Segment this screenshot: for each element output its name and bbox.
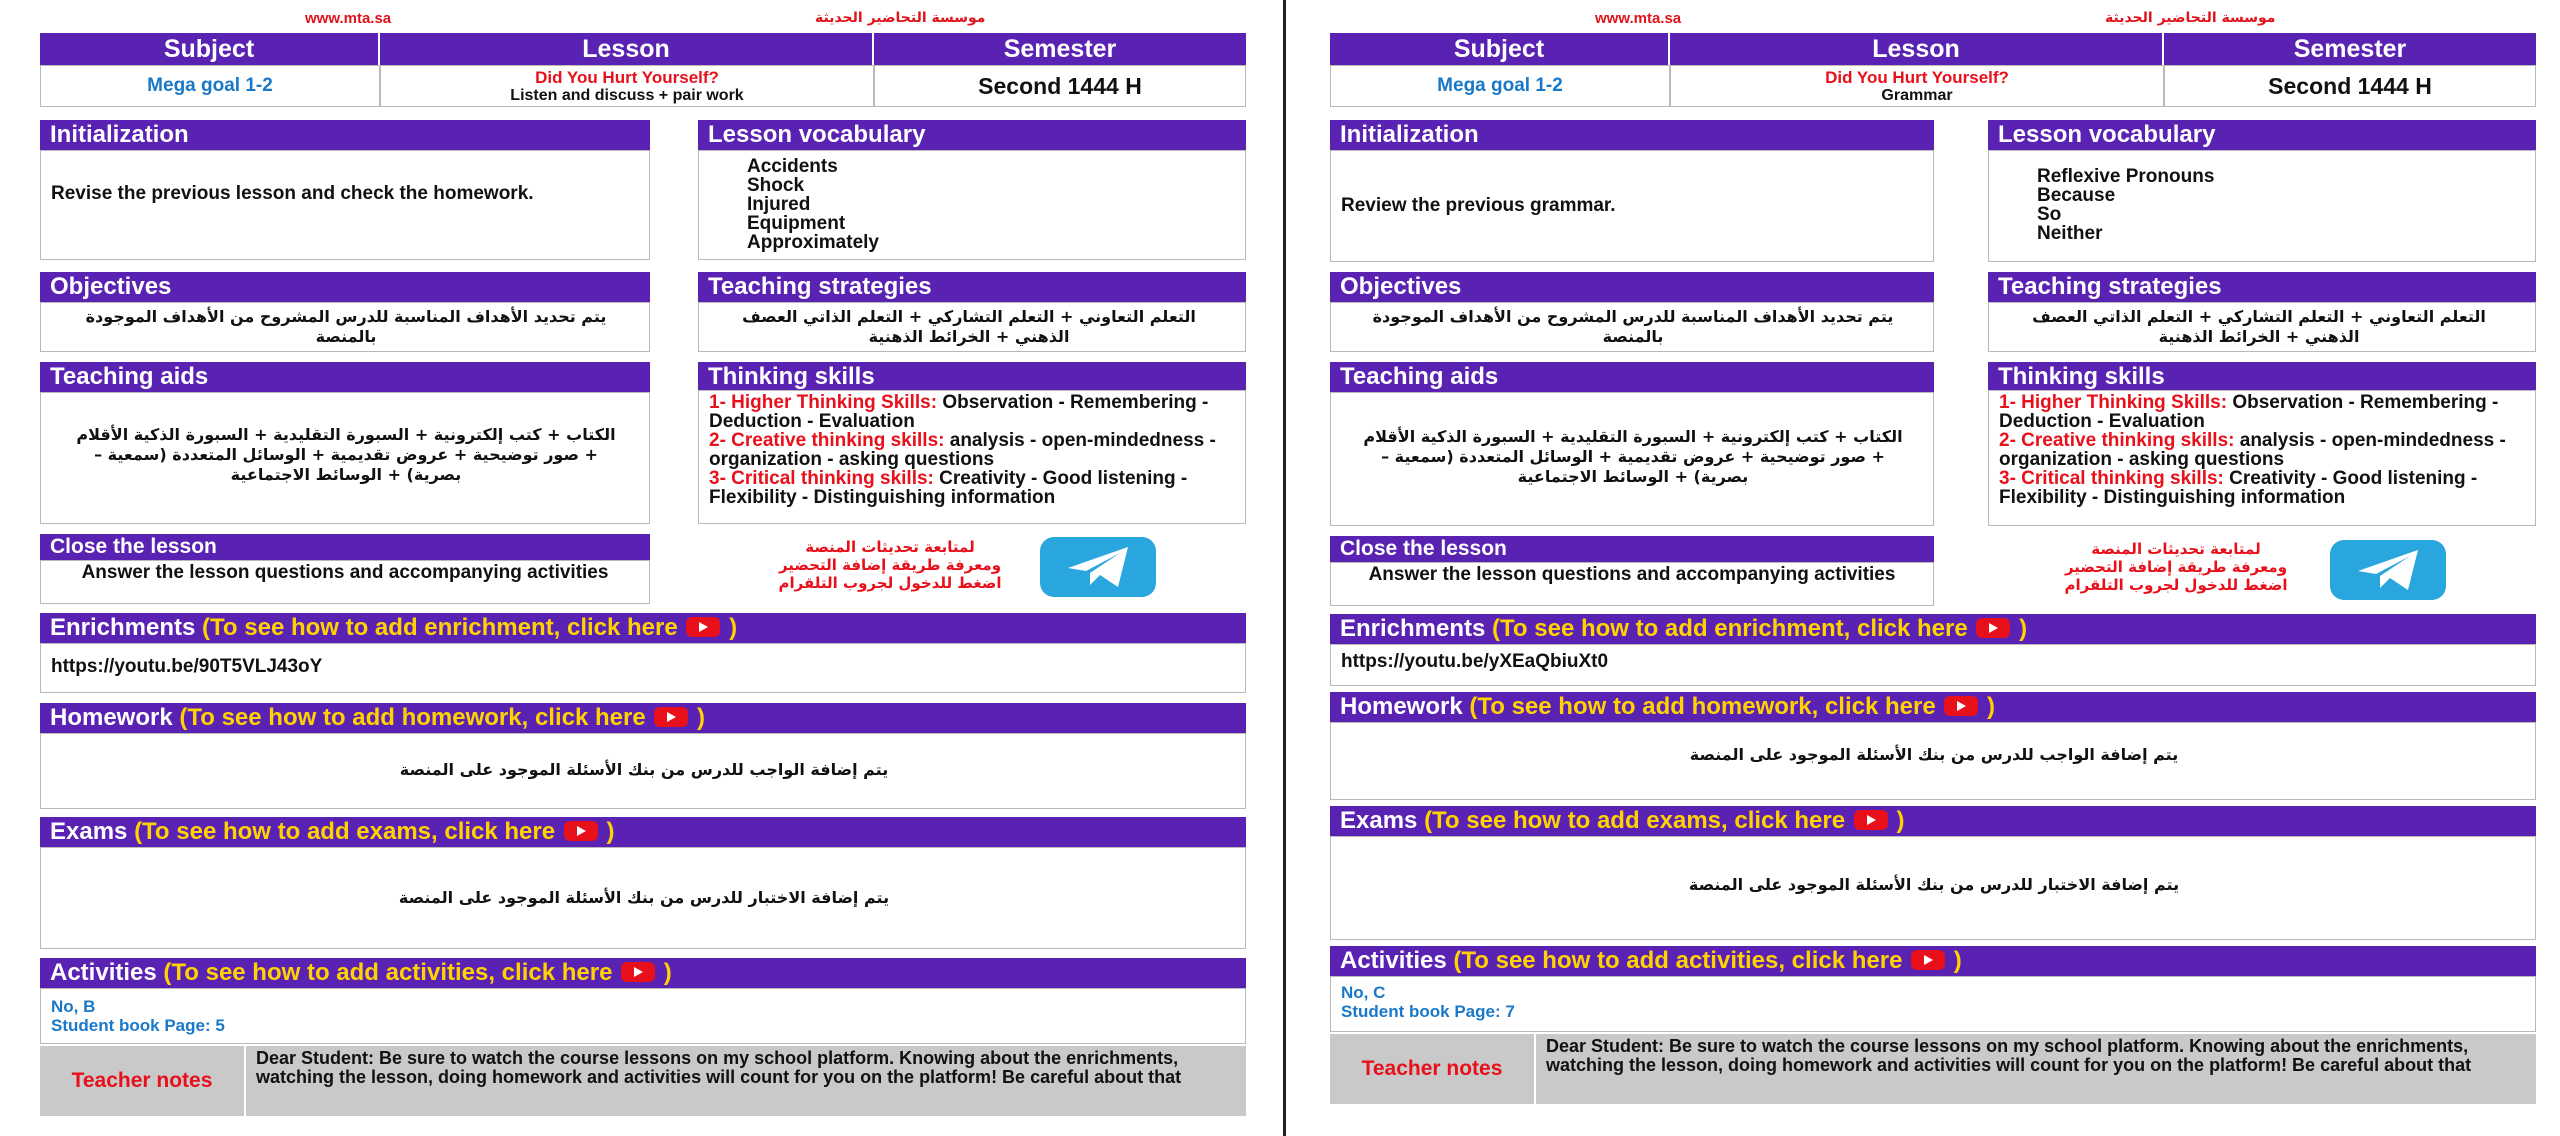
homework-title: Homework — [50, 704, 173, 731]
close-text: Answer the lesson questions and accompanying activities — [1368, 564, 1896, 585]
thinking-box — [1988, 390, 2536, 526]
website-link[interactable]: www.mta.sa — [1595, 10, 1682, 27]
exams-help-text: (To see how to add exams, click here — [1424, 807, 1846, 834]
enrichments-header — [1330, 614, 2536, 644]
enrichments-title: Enrichments — [1340, 615, 1486, 642]
teacher-notes-label: Teacher notes — [1330, 1034, 1534, 1104]
initialization-header: Initialization — [1330, 120, 1934, 150]
promo-line: اضغط للدخول لجروب التلقرام — [778, 574, 1002, 592]
exams-header — [40, 817, 1246, 847]
semester-value: Second 1444 H — [978, 73, 1142, 99]
thinking-line-1 — [1999, 393, 2525, 431]
lesson-cell — [1670, 65, 2164, 107]
thinking-header: Thinking skills — [698, 362, 1246, 392]
thinking-line-2 — [1999, 431, 2525, 469]
page-divider — [1283, 0, 1286, 1136]
thinking-line-3 — [1999, 469, 2525, 507]
lesson-title: Did You Hurt Yourself? — [1825, 68, 2009, 87]
thinking-box — [698, 390, 1246, 524]
semester-header: Semester — [874, 33, 1246, 65]
exams-text: يتم إضافة الاختبار للدرس من بنك الأسئلة الموجود على المنصة — [1688, 875, 2180, 894]
brand-name: موسسة التحاضير الحديثة — [2105, 10, 2276, 26]
youtube-icon[interactable] — [1854, 810, 1888, 830]
semester-cell — [2164, 65, 2536, 107]
vocab-item: Equipment — [747, 213, 846, 234]
vocabulary-header: Lesson vocabulary — [698, 120, 1246, 150]
thinking-line-1 — [709, 393, 1235, 431]
higher-text: Observation - Remembering - Deduction - Evaluation — [1999, 392, 2499, 432]
enrichments-help-link[interactable] — [1492, 615, 2027, 642]
activities-content — [51, 997, 225, 1035]
homework-box — [1330, 722, 2536, 800]
activities-help-text: (To see how to add activities, click here — [1453, 947, 1903, 974]
strategies-text: التعلم التعاوني + التعلم التشاركي + التعلم الذاتي العصف الذهني + الخرائط الذهنية — [2032, 307, 2486, 346]
enrichments-help-link[interactable] — [202, 614, 737, 641]
enrichment-url[interactable]: https://youtu.be/90T5VLJ43oY — [51, 656, 323, 677]
telegram-promo[interactable] — [740, 538, 1040, 592]
creative-text: analysis - open-mindedness - organization - asking questions — [709, 430, 1216, 470]
semester-cell — [874, 65, 1246, 107]
strategies-header: Teaching strategies — [1988, 272, 2536, 302]
subject-cell — [1330, 65, 1670, 107]
initialization-header: Initialization — [40, 120, 650, 150]
website-link[interactable]: www.mta.sa — [305, 10, 392, 27]
higher-label: 1- Higher Thinking Skills: — [1999, 392, 2228, 413]
promo-line: لمتابعة تحديثات المنصة — [2091, 540, 2261, 558]
initialization-box — [1330, 150, 1934, 262]
vocab-item: Reflexive Pronouns — [2037, 166, 2215, 187]
strategies-header: Teaching strategies — [698, 272, 1246, 302]
youtube-icon[interactable] — [1944, 696, 1978, 716]
aids-box — [1330, 392, 1934, 526]
strategies-box — [698, 302, 1246, 352]
aids-header: Teaching aids — [40, 362, 650, 392]
objectives-header: Objectives — [40, 272, 650, 302]
vocab-item: Shock — [747, 175, 805, 196]
activities-header — [40, 958, 1246, 988]
paren: ) — [2019, 615, 2028, 642]
close-header: Close the lesson — [1330, 536, 1934, 562]
paren: ) — [729, 614, 738, 641]
paren: ) — [1953, 947, 1962, 974]
thinking-line-3 — [709, 469, 1235, 507]
lesson-subtitle: Grammar — [1881, 87, 1953, 104]
youtube-icon[interactable] — [686, 617, 720, 637]
close-box — [1330, 562, 1934, 606]
subject-cell — [40, 65, 380, 107]
enrichments-title: Enrichments — [50, 614, 196, 641]
homework-text: يتم إضافة الواجب للدرس من بنك الأسئلة الموجود على المنصة — [399, 760, 889, 779]
telegram-promo[interactable] — [2026, 540, 2326, 594]
higher-text: Observation - Remembering - Deduction - Evaluation — [709, 392, 1209, 432]
exams-help-text: (To see how to add exams, click here — [134, 818, 556, 845]
creative-text: analysis - open-mindedness - organization - asking questions — [1999, 430, 2506, 470]
enrichments-box — [40, 643, 1246, 693]
strategies-box — [1988, 302, 2536, 352]
vocab-item: So — [2037, 204, 2062, 225]
activities-help-link[interactable] — [1453, 947, 1961, 974]
exams-title: Exams — [1340, 807, 1418, 834]
vocab-item: Neither — [2037, 223, 2103, 244]
creative-label: 2- Creative thinking skills: — [1999, 430, 2235, 451]
youtube-icon[interactable] — [654, 707, 688, 727]
semester-value: Second 1444 H — [2268, 73, 2432, 99]
semester-header: Semester — [2164, 33, 2536, 65]
exams-header — [1330, 806, 2536, 836]
homework-title: Homework — [1340, 693, 1463, 720]
activity-line: No, B — [51, 997, 96, 1016]
aids-text: الكتاب + كتب إلكترونية + السبورة التقليدية + السبورة الذكية الأقلام + صور توضيحية + عروض تقديمية + الوسائل المتعددة (سمعية – بصرية) + الوسائط الاجتماعية — [1363, 427, 1903, 486]
activities-title: Activities — [50, 959, 157, 986]
promo-line: ومعرفة طريقة إضافة التحضير — [2064, 558, 2288, 576]
exams-box — [40, 847, 1246, 949]
homework-help-text: (To see how to add homework, click here — [1469, 693, 1936, 720]
activities-help-text: (To see how to add activities, click here — [163, 959, 613, 986]
vocab-item: Because — [2037, 185, 2116, 206]
paren: ) — [1896, 807, 1905, 834]
close-header: Close the lesson — [40, 534, 650, 560]
objectives-box — [40, 302, 650, 352]
teacher-notes-text: Dear Student: Be sure to watch the course lessons on my school platform. Knowing about the enrichments, watching the lesson, doing homework and activities will count for you on the platform! Be careful about that — [246, 1046, 1246, 1116]
exams-help-link[interactable] — [1424, 807, 1904, 834]
initialization-text: Revise the previous lesson and check the homework. — [51, 183, 534, 204]
vocab-item: Injured — [747, 194, 811, 215]
youtube-icon[interactable] — [621, 962, 655, 982]
teacher-notes-label: Teacher notes — [40, 1046, 244, 1116]
activity-line: Student book Page: 7 — [1341, 1002, 1515, 1021]
paren: ) — [697, 704, 706, 731]
lesson-header: Lesson — [380, 33, 872, 65]
homework-help-link[interactable] — [1469, 693, 1995, 720]
objectives-text: يتم تحديد الأهداف المناسبة للدرس المشروح من الأهداف الموجودة بالمنصة — [1372, 307, 1894, 346]
vocab-item: Approximately — [747, 232, 879, 253]
activities-box — [40, 988, 1246, 1044]
vocab-item: Accidents — [747, 156, 838, 177]
vocabulary-box — [698, 150, 1246, 260]
lesson-title: Did You Hurt Yourself? — [535, 68, 719, 87]
subject-header: Subject — [40, 33, 378, 65]
teacher-notes-text: Dear Student: Be sure to watch the course lessons on my school platform. Knowing about the enrichments, watching the lesson, doing homework and activities will count for you on the platform! Be careful about that — [1536, 1034, 2536, 1104]
paren: ) — [1987, 693, 1996, 720]
telegram-icon[interactable] — [1040, 537, 1156, 597]
aids-box — [40, 392, 650, 524]
objectives-header: Objectives — [1330, 272, 1934, 302]
youtube-icon[interactable] — [564, 821, 598, 841]
youtube-icon[interactable] — [1976, 618, 2010, 638]
vocabulary-box — [1988, 150, 2536, 262]
paren: ) — [663, 959, 672, 986]
lesson-plan-page-2 — [1290, 0, 2560, 1136]
vocabulary-list — [2037, 167, 2214, 243]
enrichments-help-text: (To see how to add enrichment, click here — [1492, 615, 1968, 642]
activities-title: Activities — [1340, 947, 1447, 974]
vocabulary-header: Lesson vocabulary — [1988, 120, 2536, 150]
promo-line: لمتابعة تحديثات المنصة — [805, 538, 975, 556]
homework-header — [1330, 692, 2536, 722]
promo-line: ومعرفة طريقة إضافة التحضير — [778, 556, 1002, 574]
subject-value: Mega goal 1-2 — [1437, 75, 1563, 96]
critical-text: Creativity - Good listening - Flexibility - Distinguishing information — [1999, 468, 2478, 508]
homework-box — [40, 733, 1246, 809]
promo-line: اضغط للدخول لجروب التلقرام — [2064, 576, 2288, 594]
thinking-header: Thinking skills — [1988, 362, 2536, 392]
telegram-icon[interactable] — [2330, 540, 2446, 600]
close-box — [40, 560, 650, 604]
brand-name: موسسة التحاضير الحديثة — [815, 10, 986, 26]
homework-text: يتم إضافة الواجب للدرس من بنك الأسئلة الموجود على المنصة — [1689, 745, 2179, 764]
aids-header: Teaching aids — [1330, 362, 1934, 392]
activities-box — [1330, 976, 2536, 1032]
activities-help-link[interactable] — [163, 959, 671, 986]
activity-line: No, C — [1341, 983, 1386, 1002]
critical-label: 3- Critical thinking skills: — [709, 468, 934, 489]
objectives-box — [1330, 302, 1934, 352]
paren: ) — [606, 818, 615, 845]
higher-label: 1- Higher Thinking Skills: — [709, 392, 938, 413]
exams-help-link[interactable] — [134, 818, 614, 845]
activities-header — [1330, 946, 2536, 976]
activity-line: Student book Page: 5 — [51, 1016, 225, 1035]
vocabulary-list — [747, 157, 879, 252]
exams-title: Exams — [50, 818, 128, 845]
subject-header: Subject — [1330, 33, 1668, 65]
initialization-text: Review the previous grammar. — [1341, 195, 1616, 216]
enrichments-help-text: (To see how to add enrichment, click here — [202, 614, 678, 641]
enrichment-url[interactable]: https://youtu.be/yXEaQbiuXt0 — [1341, 651, 1609, 672]
homework-header — [40, 703, 1246, 733]
critical-label: 3- Critical thinking skills: — [1999, 468, 2224, 489]
youtube-icon[interactable] — [1911, 950, 1945, 970]
lesson-subtitle: Listen and discuss + pair work — [510, 87, 744, 104]
enrichments-header — [40, 613, 1246, 643]
subject-value: Mega goal 1-2 — [147, 75, 273, 96]
lesson-header: Lesson — [1670, 33, 2162, 65]
strategies-text: التعلم التعاوني + التعلم التشاركي + التعلم الذاتي العصف الذهني + الخرائط الذهنية — [742, 307, 1196, 346]
aids-text: الكتاب + كتب إلكترونية + السبورة التقليدية + السبورة الذكية الأقلام + صور توضيحية + عروض تقديمية + الوسائل المتعددة (سمعية – بصرية) + الوسائط الاجتماعية — [76, 425, 616, 484]
exams-text: يتم إضافة الاختبار للدرس من بنك الأسئلة الموجود على المنصة — [398, 888, 890, 907]
creative-label: 2- Creative thinking skills: — [709, 430, 945, 451]
homework-help-text: (To see how to add homework, click here — [179, 704, 646, 731]
critical-text: Creativity - Good listening - Flexibility - Distinguishing information — [709, 468, 1188, 508]
lesson-cell — [380, 65, 874, 107]
initialization-box — [40, 150, 650, 260]
activities-content — [1341, 983, 1515, 1021]
objectives-text: يتم تحديد الأهداف المناسبة للدرس المشروح من الأهداف الموجودة بالمنصة — [85, 307, 607, 346]
thinking-line-2 — [709, 431, 1235, 469]
close-text: Answer the lesson questions and accompanying activities — [81, 562, 609, 583]
enrichments-box — [1330, 644, 2536, 686]
exams-box — [1330, 836, 2536, 940]
homework-help-link[interactable] — [179, 704, 705, 731]
